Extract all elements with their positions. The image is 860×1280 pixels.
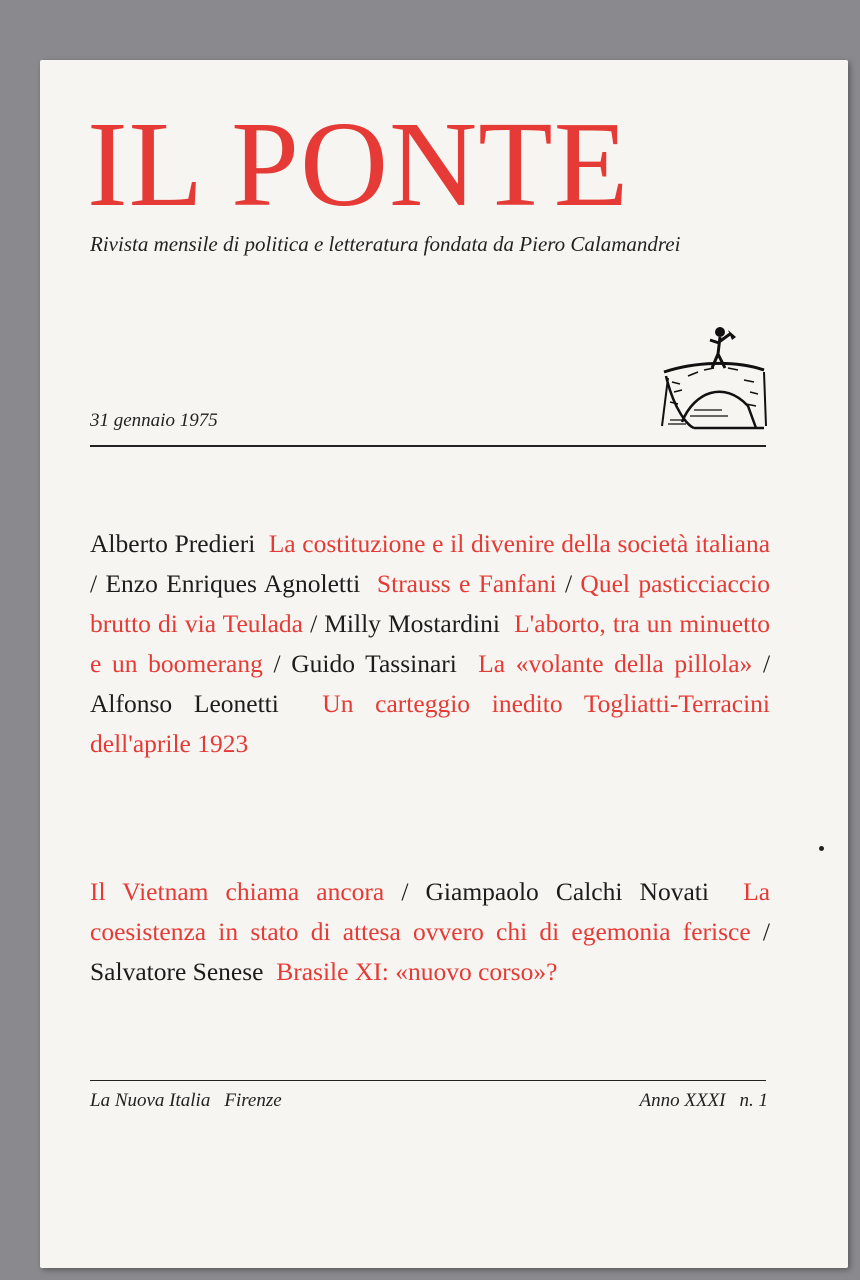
magazine-cover — [40, 60, 848, 1268]
issue-date: 31 gennaio 1975 — [90, 410, 218, 431]
masthead-title: IL PONTE — [87, 97, 630, 232]
publisher-city: Firenze — [224, 1090, 282, 1111]
separator: / — [762, 917, 771, 946]
publisher-name: La Nuova Italia — [90, 1090, 211, 1111]
separator: / — [564, 569, 573, 598]
article-author: Giampaolo Calchi Novati — [425, 877, 709, 906]
article-title: La «volante della pillola» — [478, 649, 753, 678]
article-author: Enzo Enriques Agnoletti — [105, 569, 361, 598]
article-title: Il Vietnam chiama ancora — [90, 877, 385, 906]
separator: / — [273, 649, 281, 678]
contents-block-2 — [90, 872, 770, 992]
article-title: La costituzione e il divenire della società italiana — [268, 529, 771, 558]
issue-year: Anno XXXI — [639, 1090, 726, 1111]
separator: / — [310, 609, 318, 638]
separator: / — [90, 569, 98, 598]
issue-line — [639, 1090, 768, 1112]
article-title: Brasile XI: «nuovo corso»? — [276, 957, 558, 986]
printing-speck — [819, 846, 824, 851]
bridge-walker-logo-icon — [624, 310, 774, 430]
separator: / — [401, 877, 409, 906]
article-author: Salvatore Senese — [90, 957, 264, 986]
header-divider — [90, 445, 766, 447]
contents-block-1 — [90, 524, 770, 764]
article-title: L'aborto, tra un minuetto e un boomerang — [90, 609, 771, 678]
article-title: Un carteggio inedito Togliatti-Terracini dell'aprile 1923 — [90, 689, 771, 758]
article-title: Strauss e Fanfani — [376, 569, 557, 598]
issue-number: n. 1 — [739, 1090, 768, 1111]
article-title: La coesistenza in stato di attesa ovvero chi di egemonia ferisce — [90, 877, 771, 946]
publisher-line — [90, 1090, 282, 1112]
article-author: Alberto Predieri — [90, 529, 256, 558]
article-author: Guido Tassinari — [291, 649, 457, 678]
footer-divider — [90, 1080, 766, 1081]
separator: / — [762, 649, 771, 678]
article-author: Alfonso Leonetti — [90, 689, 279, 718]
masthead-subtitle: Rivista mensile di politica e letteratura fondata da Piero Calamandrei — [90, 232, 681, 256]
article-author: Milly Mostardini — [324, 609, 500, 638]
article-title: Quel pasticciaccio brutto di via Teulada — [90, 569, 771, 638]
